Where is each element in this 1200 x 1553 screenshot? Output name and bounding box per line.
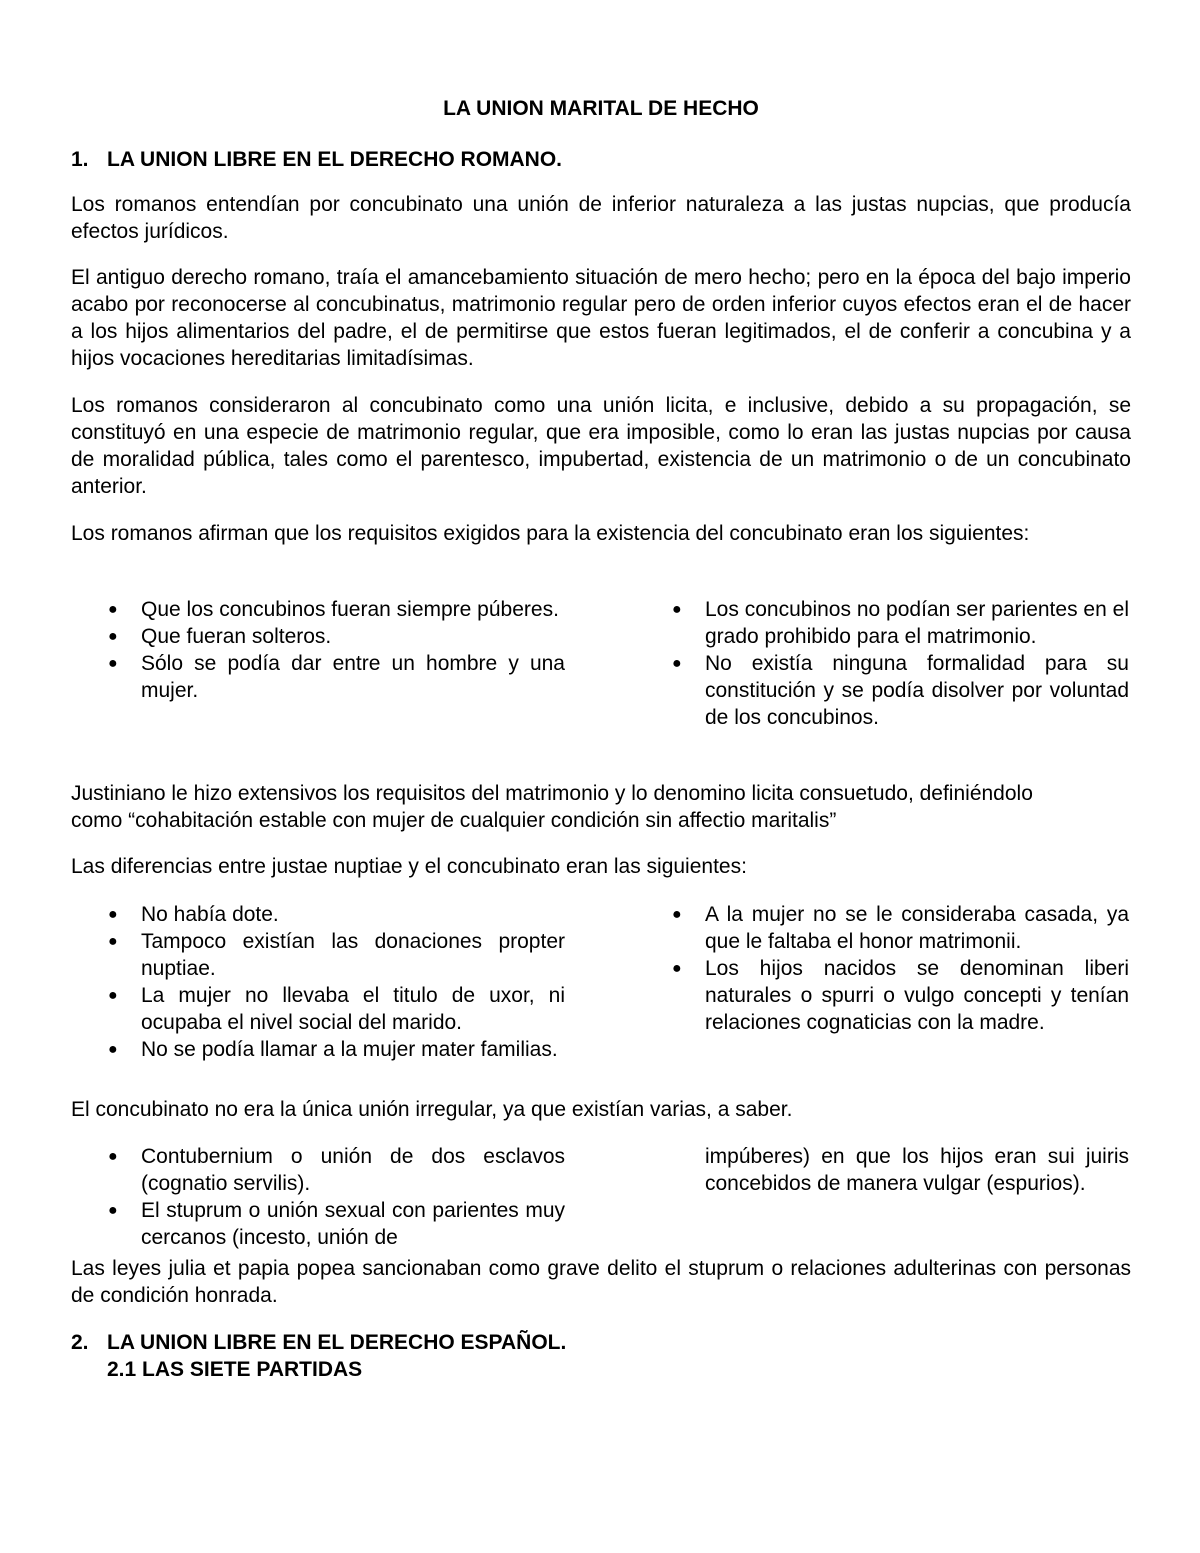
list-item: ● No se podía llamar a la mujer mater familias. bbox=[108, 1038, 558, 1061]
bullet-icon: ● bbox=[108, 601, 118, 618]
uniones-list-right bbox=[705, 1143, 1129, 1197]
section-1-number: 1. bbox=[71, 148, 89, 171]
section-2-number: 2. bbox=[71, 1331, 89, 1354]
list-item: ● No existía ninguna formalidad para su constitución y se podía disolver por voluntad de los concubinos. bbox=[672, 652, 1129, 729]
requisitos-list-left bbox=[108, 596, 565, 704]
list-item: ● Los hijos nacidos se denominan liberi naturales o spurri o vulgo concepti y tenían relaciones cognaticias con la madre. bbox=[672, 957, 1129, 1034]
bullet-icon: ● bbox=[672, 601, 682, 618]
bullet-icon: ● bbox=[108, 628, 118, 645]
bullet-icon: ● bbox=[108, 655, 118, 672]
paragraph-2: El antiguo derecho romano, traía el amancebamiento situación de mero hecho; pero en la época del bajo imperio acabo por reconocerse al concubinatus, matrimonio regular pero de orden inferior cuyos efectos eran el de hacer a los hijos alimentarios del padre, el de permitirse que estos fueran legitimados, el de conferir a concubina y a hijos vocaciones hereditarias limitadísimas. bbox=[71, 266, 1131, 370]
bullet-icon: ● bbox=[672, 960, 682, 977]
list-item: ● Tampoco existían las donaciones propter nuptiae. bbox=[108, 930, 565, 980]
paragraph-4: Los romanos afirman que los requisitos exigidos para la existencia del concubinato eran los siguientes: bbox=[71, 522, 1030, 545]
list-item-continuation: impúberes) en que los hijos eran sui juiris concebidos de manera vulgar (espurios). bbox=[705, 1145, 1129, 1195]
paragraph-3: Los romanos consideraron al concubinato como una unión licita, e inclusive, debido a su propagación, se constituyó en una especie de matrimonio regular, que era imposible, como lo eran las justas nupcias por causa de moralidad pública, tales como el parentesco, impubertad, existencia de un matrimonio o de un concubinato anterior. bbox=[71, 394, 1131, 498]
list-item: ● La mujer no llevaba el titulo de uxor, ni ocupaba el nivel social del marido. bbox=[108, 984, 565, 1034]
diferencias-list-left bbox=[108, 901, 565, 1063]
bullet-icon: ● bbox=[108, 933, 118, 950]
list-item: ● Contubernium o unión de dos esclavos (cognatio servilis). bbox=[108, 1145, 565, 1195]
list-item: ● Los concubinos no podían ser parientes en el grado prohibido para el matrimonio. bbox=[672, 598, 1129, 648]
diferencias-list-right bbox=[672, 901, 1129, 1036]
paragraph-5-line-2: como “cohabitación estable con mujer de cualquier condición sin affectio maritalis” bbox=[71, 809, 837, 832]
paragraph-1: Los romanos entendían por concubinato una unión de inferior naturaleza a las justas nupcias, que producía efectos jurídicos. bbox=[71, 193, 1131, 243]
bullet-icon: ● bbox=[108, 1148, 118, 1165]
bullet-icon: ● bbox=[108, 906, 118, 923]
list-item: ● No había dote. bbox=[108, 903, 279, 926]
list-item: ● Sólo se podía dar entre un hombre y una mujer. bbox=[108, 652, 565, 702]
list-item: ● Que fueran solteros. bbox=[108, 625, 332, 648]
section-1-heading bbox=[71, 147, 562, 173]
section-2-title: LA UNION LIBRE EN EL DERECHO ESPAÑOL. bbox=[107, 1331, 567, 1354]
bullet-icon: ● bbox=[108, 987, 118, 1004]
paragraph-7: El concubinato no era la única unión irregular, ya que existían varias, a saber. bbox=[71, 1098, 793, 1121]
section-1-title: LA UNION LIBRE EN EL DERECHO ROMANO. bbox=[107, 148, 563, 171]
list-item: ● El stuprum o unión sexual con parientes muy cercanos (incesto, unión de bbox=[108, 1199, 565, 1249]
paragraph-8: Las leyes julia et papia popea sancionaban como grave delito el stuprum o relaciones adulterinas con personas de condición honrada. bbox=[71, 1257, 1131, 1307]
bullet-icon: ● bbox=[108, 1202, 118, 1219]
bullet-icon: ● bbox=[108, 1041, 118, 1058]
list-item: ● Que los concubinos fueran siempre púberes. bbox=[108, 598, 559, 621]
paragraph-6: Las diferencias entre justae nuptiae y el concubinato eran las siguientes: bbox=[71, 855, 747, 878]
uniones-list-left bbox=[108, 1143, 565, 1251]
paragraph-5-line-1: Justiniano le hizo extensivos los requisitos del matrimonio y lo denomino licita consuetudo, definiéndolo bbox=[71, 782, 1033, 805]
section-2-1-heading: 2.1 LAS SIETE PARTIDAS bbox=[107, 1358, 363, 1381]
section-2-heading bbox=[71, 1330, 566, 1356]
document-title: LA UNION MARITAL DE HECHO bbox=[443, 97, 759, 120]
requisitos-list-right bbox=[672, 596, 1129, 731]
bullet-icon: ● bbox=[672, 655, 682, 672]
list-item: ● A la mujer no se le consideraba casada, ya que le faltaba el honor matrimonii. bbox=[672, 903, 1129, 953]
bullet-icon: ● bbox=[672, 906, 682, 923]
